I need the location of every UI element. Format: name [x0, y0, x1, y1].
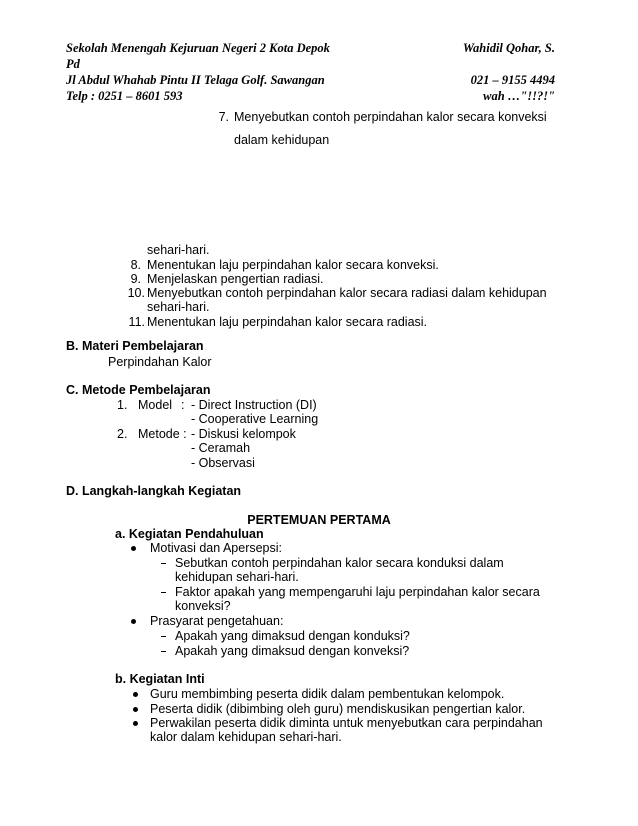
section-b-heading: B. Materi Pembelajaran	[66, 339, 204, 353]
activity-sub-item: Sebutkan contoh perpindahan kalor secara konduksi dalam	[175, 556, 504, 570]
method-item: - Ceramah	[191, 441, 251, 455]
indicator-continuation: sehari-hari.	[147, 243, 210, 257]
activity-bullet: Perwakilan peserta didik diminta untuk menyebutkan cara perpindahan	[150, 716, 543, 730]
method-item: - Direct Instruction (DI)	[191, 398, 317, 412]
dash-icon	[161, 636, 166, 637]
activity-bullet: Motivasi dan Apersepsi:	[150, 541, 283, 555]
bullet-icon	[131, 619, 136, 624]
indicator-number: 9.	[130, 272, 141, 286]
indicator-number: 10.	[127, 286, 145, 300]
activity-sub-item-continued: kehidupan sehari-hari.	[175, 570, 299, 584]
indicator-number: 8.	[130, 258, 141, 272]
phone-office: Telp : 0251 – 8601 593	[66, 89, 183, 103]
author-name: Wahidil Qohar, S.	[462, 41, 555, 55]
section-c-heading: C. Metode Pembelajaran	[66, 383, 211, 397]
method-label: Metode :	[138, 427, 187, 441]
activity-sub-item: Apakah yang dimaksud dengan konveksi?	[175, 644, 410, 658]
indicator-text: Menentukan laju perpindahan kalor secara radiasi.	[147, 315, 428, 329]
activity-sub-item: Faktor apakah yang mempengaruhi laju perpindahan kalor secara	[175, 585, 540, 599]
indicator-text-continued: dalam kehidupan	[234, 133, 330, 147]
indicator-text-continued: sehari-hari.	[147, 300, 210, 314]
method-item: - Diskusi kelompok	[191, 427, 296, 441]
indicator-text: Menyebutkan contoh perpindahan kalor secara radiasi dalam kehidupan	[147, 286, 547, 300]
method-number: 1.	[117, 398, 128, 412]
meeting-title: PERTEMUAN PERTAMA	[247, 513, 391, 527]
tagline: wah …"!!?!"	[483, 89, 555, 103]
dash-icon	[161, 592, 166, 593]
activity-a-heading: a. Kegiatan Pendahuluan	[115, 527, 264, 541]
school-name: Sekolah Menengah Kejuruan Negeri 2 Kota Depok	[66, 41, 330, 55]
bullet-icon	[131, 546, 136, 551]
indicator-text: Menyebutkan contoh perpindahan kalor secara konveksi	[234, 110, 547, 124]
method-label: Model	[138, 398, 173, 412]
method-item: - Observasi	[191, 456, 255, 470]
bullet-icon	[133, 721, 138, 726]
method-number: 2.	[117, 427, 128, 441]
section-d-heading: D. Langkah-langkah Kegiatan	[66, 484, 242, 498]
indicator-text: Menentukan laju perpindahan kalor secara konveksi.	[147, 258, 439, 272]
author-degree: Pd	[66, 57, 80, 71]
dash-icon	[161, 563, 166, 564]
activity-bullet: Guru membimbing peserta didik dalam pembentukan kelompok.	[150, 687, 505, 701]
activity-bullet: Prasyarat pengetahuan:	[150, 614, 284, 628]
indicator-text: Menjelaskan pengertian radiasi.	[147, 272, 324, 286]
method-item: - Cooperative Learning	[191, 412, 319, 426]
indicator-number: 7.	[218, 110, 229, 124]
activity-sub-item: Apakah yang dimaksud dengan konduksi?	[175, 629, 410, 643]
section-b-content: Perpindahan Kalor	[108, 355, 212, 369]
indicator-number: 11.	[128, 315, 145, 329]
activity-bullet: Peserta didik (dibimbing oleh guru) mendiskusikan pengertian kalor.	[150, 702, 526, 716]
dash-icon	[161, 651, 166, 652]
bullet-icon	[133, 707, 138, 712]
activity-sub-item-continued: konveksi?	[175, 599, 231, 613]
activity-bullet-continued: kalor dalam kehidupan sehari-hari.	[150, 730, 342, 744]
phone-mobile: 021 – 9155 4494	[470, 73, 555, 87]
bullet-icon	[133, 692, 138, 697]
activity-b-heading: b. Kegiatan Inti	[115, 672, 205, 686]
school-address: Jl Abdul Whahab Pintu II Telaga Golf. Sawangan	[66, 73, 325, 87]
method-colon: :	[181, 398, 185, 412]
